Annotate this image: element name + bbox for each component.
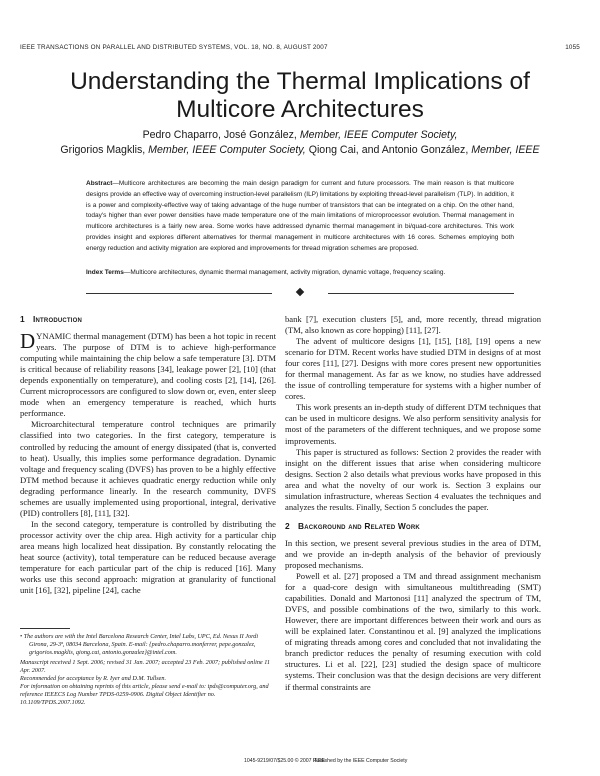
intro-paragraph-5: This work presents an in-depth study of different DTM techniques that can be used in multicore designs. We also perform sensitivity analysis for most of the parameters of the different techniques, and we propose some improvements. [285, 402, 541, 446]
intro-paragraph-4: The advent of multicore designs [1], [15], [18], [19] opens a new scenario for DTM. Recent works have studied DTM in designs of at most four cores [11], [27]. Designs with more cores present new opportunities for thermal management. As far as we know, no studies have addressed the issue of controlling temperature for systems with a higher number of cores. [285, 336, 541, 402]
author-names-1: Pedro Chaparro, José González, [142, 129, 297, 141]
title-line-1: Understanding the Thermal Implications of [70, 68, 530, 95]
intro-continuation: bank [7], execution clusters [5], and, more recently, thread migration (TM, also known as core hopping) [11], [27]. [285, 314, 541, 336]
section-divider [86, 289, 514, 297]
footnote-manuscript: Manuscript received 1 Sept. 2006; revised 31 Jan. 2007; accepted 23 Feb. 2007; published online 11 Apr. 2007. [20, 659, 270, 675]
intro-first-word: YNAMIC [36, 331, 72, 342]
author-role-1: Member, IEEE Computer Society, [299, 129, 458, 141]
section-2-heading [285, 521, 541, 532]
footnote-affiliation: • The authors are with the Intel Barcelona Research Center, Intel Labs, UPC, Ed. Nexus II Jordi Girona, 29-3ª, 08034 Barcelona, Spain. E-mail: {pedro.chaparro.monferrer, pepe.gonzalez, grigorios.magklis, qiong.cai, antonio.gonzalez}@intel.com. [20, 632, 259, 656]
intro-paragraph-3: In the second category, temperature is controlled by distributing the processor activity over the chip area. High activity for a particular chip area means high localized heat dissipation. By constantly relocating the heat source (activity), total temperature can be reduced because average temperature for each particular part of the chip is reduced [16]. Many works use this second approach: migration at granularity of functional unit [16], [32], pipeline [24], cache [20, 518, 276, 596]
intro-paragraph-1 [20, 331, 276, 419]
journal-citation: IEEE TRANSACTIONS ON PARALLEL AND DISTRIBUTED SYSTEMS, VOL. 18, NO. 8, AUGUST 2007 [20, 44, 328, 51]
footnotes [20, 628, 276, 707]
author-list [20, 128, 580, 158]
section-2-number: 2 [285, 520, 290, 531]
author-role-3: Member, IEEE [471, 144, 540, 156]
author-role-2: Member, IEEE Computer Society, [148, 144, 306, 156]
right-column [285, 314, 541, 693]
author-line-2 [20, 143, 580, 158]
background-paragraph-2: Powell et al. [27] proposed a TM and thread assignment mechanism for a quad-core design with simultaneous multithreading (SMT) capabilities. Donald and Martonosi [11] analyzed the spectrum of TM, DVFS, and possible combinations of the two, similarly to this work. However, there are important differences between their work and ours as will be explained later. Constantinou et al. [9] analyzed the implications of migrating threads among cores and concluded that not invalidating the branch predictor reduces the penalty of resuming execution with cold structures. Li et al. [22], [23] studied the design space of multicore systems. Their conclusion was that the design decisions are very different if thermal constraints are [285, 571, 541, 692]
abstract [86, 179, 514, 255]
drop-cap: D [20, 329, 36, 354]
intro-paragraph-6: This paper is structured as follows: Section 2 provides the reader with insight on the different issues that arise when considering multicore designs. Section 2 also details what previous works have proposed in this area and what the novelty of our work is. Section 3 explains our simulation infrastructure, whereas Section 4 evaluates the techniques and analyzes the results. Finally, Section 5 concludes the paper. [285, 446, 541, 512]
index-terms-text: —Multicore architectures, dynamic thermal management, activity migration, dynamic voltage, frequency scaling. [123, 269, 446, 276]
intro-paragraph-2: Microarchitectural temperature control techniques are primarily classified into two categories. In the first category, temperature is controlled by reducing the amount of energy dissipated (that is, converted to heat). Usually, this implies some performance degradation. Dynamic voltage and frequency scaling (DVFS) has proven to be a highly effective DTM method because it achieves quadratic energy reduction while only degrading performance linearly. In the research community, DVFS schemes are usually implemented using proportional, integral, derivative (PID) controllers [8], [11], [32]. [20, 419, 276, 518]
section-1-number: 1 [20, 314, 25, 324]
abstract-text: —Multicore architectures are becoming the main design paradigm for current and future processors. The main reason is that multicore designs provide an effective way of overcoming instruction-level parallelism (ILP) limitations by exploiting thread-level parallelism (TLP). In addition, it is a power and complexity-effective way of taking advantage of the huge number of transistors that can be integrated on a chip. On the other hand, today's higher than ever power densities have made temperature one of the main limitations of microprocessor evolution. Thermal management in multicore architectures is a fairly new area. Some works have addressed dynamic thermal management in bi/quad-core architectures. This work provides insight and explores different alternatives for thermal management in multicore architectures with 16 cores. Schemes employing both energy reduction and activity migration are explored and improvements for thread migration schemes are proposed. [86, 180, 514, 252]
author-line-1 [20, 128, 580, 143]
footnote-reprints: For information on obtaining reprints of this article, please send e-mail to: tpds@computer.org, and reference IEEECS Log Number TPDS-0259-0906. Digital Object Identifier no. 10.1109/TPDS.2007.1092. [20, 683, 269, 706]
running-head [20, 44, 580, 54]
page-number: 1055 [565, 44, 580, 51]
section-1-title: Introduction [33, 314, 83, 324]
background-paragraph-1: In this section, we present several previous studies in the area of DTM, and we provide an in-depth analysis of the behavior of previously proposed mechanisms. [285, 537, 541, 570]
divider-rule-right [328, 293, 514, 294]
abstract-label: Abstract [86, 180, 113, 187]
title-line-2: Multicore Architectures [176, 96, 424, 123]
section-2-title: Background and Related Work [298, 520, 420, 531]
author-names-2: Grigorios Magklis, [60, 144, 146, 156]
diamond-ornament-icon [296, 288, 304, 296]
divider-rule-left [86, 293, 272, 294]
footnote-rule [20, 628, 70, 629]
footnote-recommended: Recommended for acceptance by R. Iyer and D.M. Tullsen. [20, 675, 167, 683]
section-1-heading [20, 314, 276, 325]
author-names-3: Qiong Cai, and Antonio González, [308, 144, 469, 156]
publisher-notice: Published by the IEEE Computer Society [313, 758, 408, 764]
index-terms [86, 268, 514, 278]
intro-paragraph-1-text: thermal management (DTM) has been a hot topic in recent years. The purpose of DTM is to achieve high-performance computing while maintaining the chip below a safe temperature [3]. DTM is critical because of reliability reasons [34], leakage power [2], [10] (that depends exponentially on temperature), and cooling costs [2], [14], [26]. Current microprocessors are configured to slow down or, even, enter sleep mode when an emergency temperature is reached, which hurts performance. [20, 331, 276, 419]
copyright-notice: 1045-9219/07/$25.00 © 2007 IEEE [244, 758, 325, 764]
paper-title [20, 68, 580, 124]
index-terms-label: Index Terms [86, 269, 124, 276]
left-column [20, 314, 276, 596]
